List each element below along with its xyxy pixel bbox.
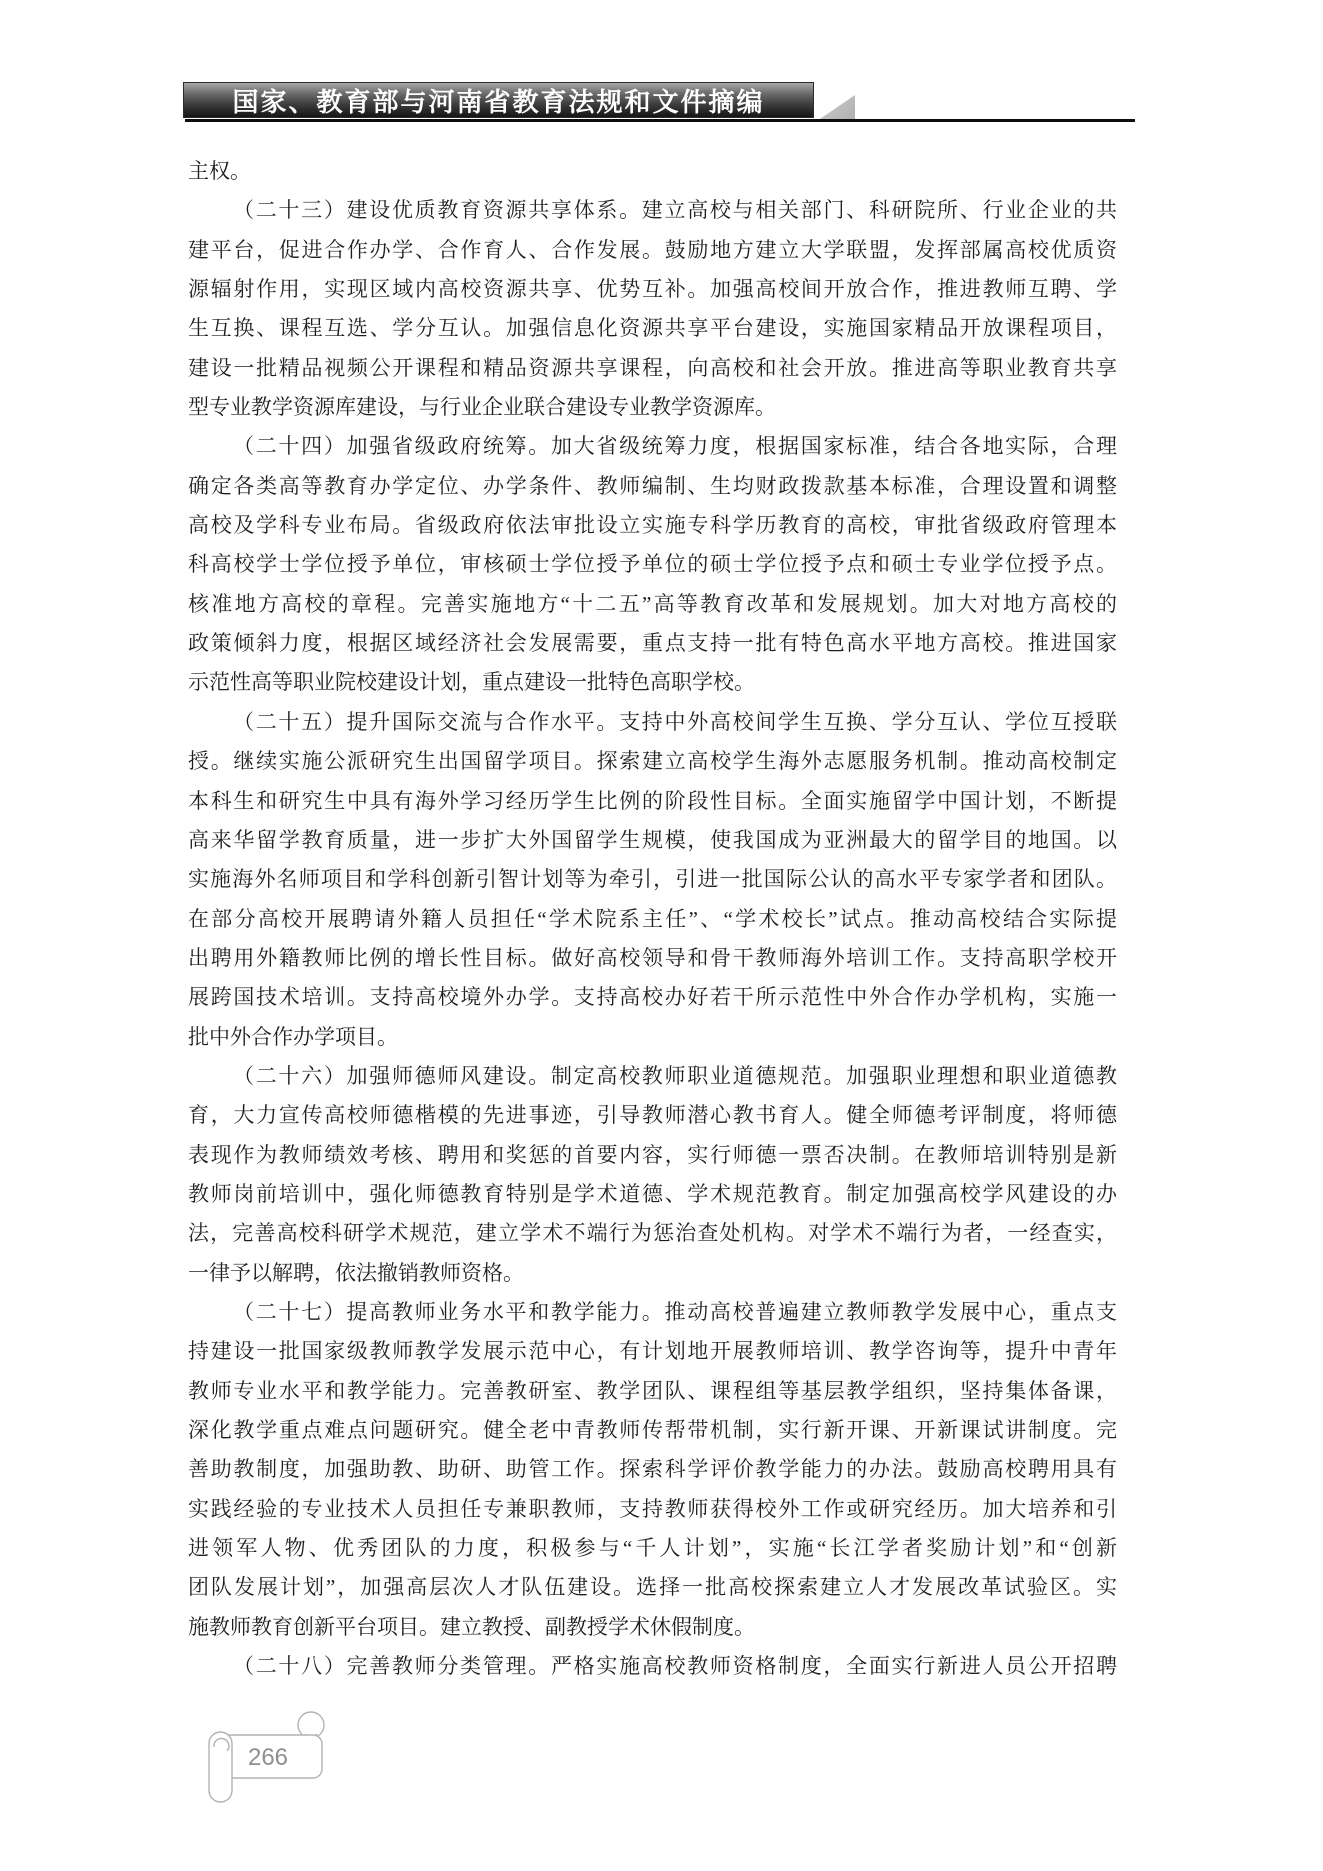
text-line: 进领军人物、优秀团队的力度，积极参与“千人计划”，实施“长江学者奖励计划”和“创新 [188,1536,1117,1561]
text-line: 教师岗前培训中，强化师德教育特别是学术道德、学术规范教育。制定加强高校学风建设的办 [188,1181,1117,1206]
text-line: 法，完善高校科研学术规范，建立学术不端行为惩治查处机构。对学术不端行为者，一经查实， [188,1221,1117,1246]
text-line: （二十四）加强省级政府统筹。加大省级统筹力度，根据国家标准，结合各地实际，合理 [233,434,1117,459]
text-line: 实施海外名师项目和学科创新引智计划等为牵引，引进一批国际公认的高水平专家学者和团队。 [188,867,1117,892]
text-line: 实践经验的专业技术人员担任专兼职教师，支持教师获得校外工作或研究经历。加大培养和引 [188,1496,1117,1521]
text-line: （二十六）加强师德师风建设。制定高校教师职业道德规范。加强职业理想和职业道德教 [233,1063,1117,1088]
text-line: 核准地方高校的章程。完善实施地方“十二五”高等教育改革和发展规划。加大对地方高校的 [188,591,1117,616]
text-line: 主权。 [188,159,251,183]
text-line: 表现作为教师绩效考核、聘用和奖惩的首要内容，实行师德一票否决制。在教师培训特别是新 [188,1142,1117,1167]
text-line: 生互换、课程互选、学分互认。加强信息化资源共享平台建设，实施国家精品开放课程项目， [188,316,1117,341]
text-line: 展跨国技术培训。支持高校境外办学。支持高校办好若干所示范性中外合作办学机构，实施一 [188,985,1117,1010]
header-arrow-icon [817,95,855,121]
text-line: （二十五）提升国际交流与合作水平。支持中外高校间学生互换、学分互认、学位互授联 [233,709,1117,734]
page-number-scroll-icon [208,1711,325,1803]
text-line: 善助教制度，加强助教、助研、助管工作。探索科学评价教学能力的办法。鼓励高校聘用具有 [188,1457,1117,1482]
text-line: （二十三）建设优质教育资源共享体系。建立高校与相关部门、科研院所、行业企业的共 [233,198,1117,223]
text-line: 建平台，促进合作办学、合作育人、合作发展。鼓励地方建立大学联盟，发挥部属高校优质资 [188,237,1117,262]
text-line: 团队发展计划”，加强高层次人才队伍建设。选择一批高校探索建立人才发展改革试验区。实 [188,1575,1117,1600]
text-line: 示范性高等职业院校建设计划，重点建设一批特色高职学校。 [188,670,755,695]
text-line: 确定各类高等教育办学定位、办学条件、教师编制、生均财政拨款基本标准，合理设置和调整 [188,473,1117,498]
text-line: 深化教学重点难点问题研究。健全老中青教师传帮带机制，实行新开课、开新课试讲制度。完 [188,1418,1117,1442]
text-line: 政策倾斜力度，根据区域经济社会发展需要，重点支持一批有特色高水平地方高校。推进国家 [188,631,1117,656]
header-rule [185,119,1135,122]
text-line: 在部分高校开展聘请外籍人员担任“学术院系主任”、“学术校长”试点。推动高校结合实际提 [188,906,1117,931]
text-line: 型专业教学资源库建设，与行业企业联合建设专业教学资源库。 [188,395,776,420]
text-line: 批中外合作办学项目。 [188,1024,398,1049]
text-line: （二十七）提高教师业务水平和教学能力。推动高校普遍建立教师教学发展中心，重点支 [233,1299,1117,1324]
text-line: 授。继续实施公派研究生出国留学项目。探索建立高校学生海外志愿服务机制。推动高校制定 [188,749,1117,774]
text-line: 持建设一批国家级教师教学发展示范中心，有计划地开展教师培训、教学咨询等，提升中青年 [188,1339,1117,1364]
text-line: 教师专业水平和教学能力。完善教研室、教学团队、课程组等基层教学组织，坚持集体备课， [188,1378,1117,1403]
text-line: 育，大力宣传高校师德楷模的先进事迹，引导教师潜心教书育人。健全师德考评制度，将师德 [188,1103,1117,1128]
text-line: 高校及学科专业布局。省级政府依法审批设立实施专科学历教育的高校，审批省级政府管理本 [188,513,1117,538]
text-line: 建设一批精品视频公开课程和精品资源共享课程，向高校和社会开放。推进高等职业教育共享 [188,355,1117,380]
header-title: 国家、教育部与河南省教育法规和文件摘编 [232,87,765,117]
document-body [188,152,1117,1686]
text-line: （二十八）完善教师分类管理。严格实施高校教师资格制度，全面实行新进人员公开招聘 [233,1654,1117,1679]
text-line: 本科生和研究生中具有海外学习经历学生比例的阶段性目标。全面实施留学中国计划，不断提 [188,788,1117,813]
scroll-top-roll [298,1712,324,1738]
text-line: 出聘用外籍教师比例的增长性目标。做好高校领导和骨干教师海外培训工作。支持高职学校开 [188,945,1117,970]
page-number: 266 [247,1744,289,1771]
text-line: 一律予以解聘，依法撤销教师资格。 [188,1260,524,1285]
text-line: 源辐射作用，实现区域内高校资源共享、优势互补。加强高校间开放合作，推进教师互聘、学 [188,277,1117,302]
text-line: 施教师教育创新平台项目。建立教授、副教授学术休假制度。 [188,1614,755,1639]
text-line: 科高校学士学位授予单位，审核硕士学位授予单位的硕士学位授予点和硕士专业学位授予点。 [188,552,1117,577]
text-line: 高来华留学教育质量，进一步扩大外国留学生规模，使我国成为亚洲最大的留学目的地国。以 [188,827,1117,852]
header-banner [183,82,814,118]
